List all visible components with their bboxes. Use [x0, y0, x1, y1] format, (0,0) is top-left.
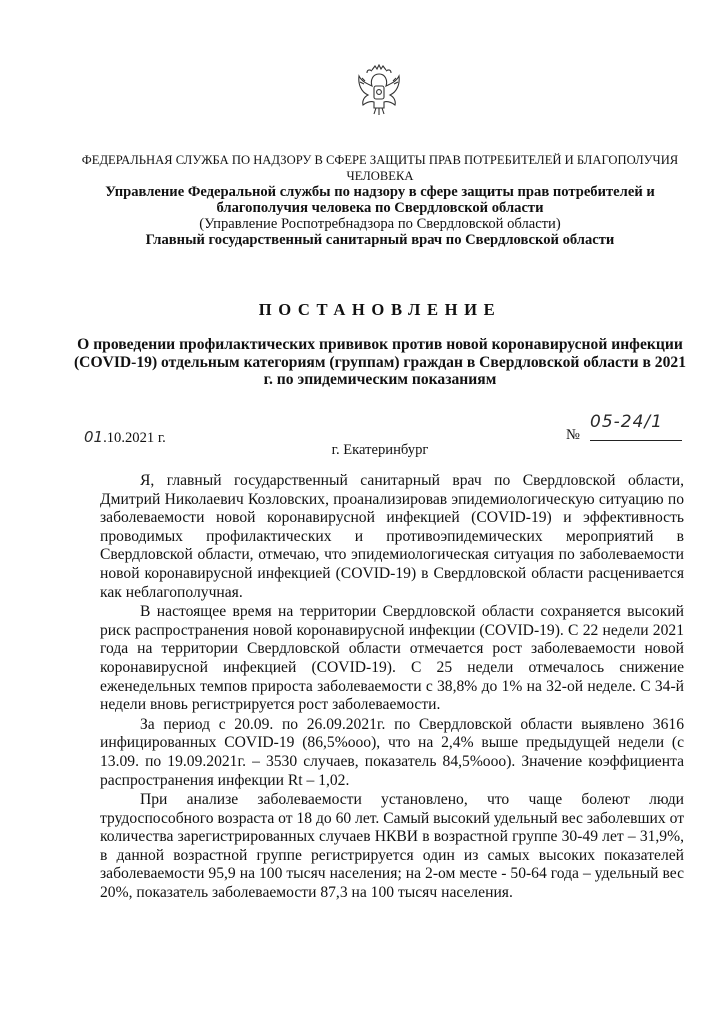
- body-paragraph: При анализе заболеваемости установлено, что чаще болеют люди трудоспособного возраста от 18 до 60 лет. Самый высокий удельный вес заболевших от количества зарегистрированных случаев НКВИ в возрастной группе 30-49 лет – 31,9%, в данной возрастной группе регистрируется один из самых высоких показателей заболеваемости 95,9 на 100 тысяч населения; на 2-ом месте - 50-64 года – удельный вес 20%, показатель заболеваемости 87,3 на 100 тысяч населения.: [100, 791, 685, 902]
- body-paragraph: Я, главный государственный санитарный врач по Свердловской области, Дмитрий Николаевич Козловских, проанализировав эпидемиологическую ситуацию по заболеваемости новой коронавирусной инфекцией (COVID-19) и эффективность проводимых профилактических и противоэпидемических мероприятий в Свердловской области, отмечаю, что эпидемиологическая ситуация по заболеваемости новой коронавирусной инфекцией (COVID-19) в Свердловской области расценивается как неблагополучная.: [100, 472, 684, 601]
- body-paragraph: В настоящее время на территории Свердловской области сохраняется высокий риск распространения новой коронавирусной инфекции (COVID-19). С 22 недели 2021 года на территории Свердловской области отмечается рост заболеваемости новой коронавирусной инфекцией (COVID-19). С 25 недели отмечалось снижение еженедельных темпов прироста заболеваемости с 38,8% до 1% на 32-ой неделе. С 34-й недели вновь регистрируется рост заболеваемости.: [100, 603, 684, 714]
- document-body: [100, 472, 684, 903]
- agency-name-caps: ФЕДЕРАЛЬНАЯ СЛУЖБА ПО НАДЗОРУ В СФЕРЕ ЗАЩИТЫ ПРАВ ПОТРЕБИТЕЛЕЙ И БЛАГОПОЛУЧИЯ ЧЕЛОВЕКА: [81, 153, 679, 183]
- coat-of-arms-icon: [356, 64, 402, 118]
- number-handwritten: 05-24/1: [590, 412, 663, 432]
- date-day-handwritten: 01: [84, 428, 104, 446]
- document-number: [566, 412, 684, 443]
- document-type: ПОСТАНОВЛЕНИЕ: [258, 300, 502, 319]
- body-paragraph: За период с 20.09. по 26.09.2021г. по Свердловской области выявлено 3616 инфицированных COVID-19 (86,5%ооо), что на 2,4% выше предыдущей недели (с 13.09. по 19.09.2021г. – 3530 случаев, показатель 84,5%ооо). Значение коэффициента распространения инфекции Rt – 1,02.: [100, 715, 684, 789]
- official-title: Главный государственный санитарный врач по Свердловской области: [145, 232, 615, 248]
- document-city: г. Екатеринбург: [331, 442, 429, 458]
- number-prefix: №: [566, 427, 580, 443]
- department-name: Управление Федеральной службы по надзору в сфере защиты прав потребителей и благополучия человека по Свердловской области: [105, 184, 655, 216]
- document-title: О проведении профилактических прививок против новой коронавирусной инфекции (COVID-19) отдельным категориям (группам) граждан в Свердловской области в 2021 г. по эпидемическим показаниям: [73, 336, 686, 388]
- department-short-name: (Управление Роспотребнадзора по Свердловской области): [199, 216, 561, 232]
- date-rest: .10.2021 г.: [103, 430, 166, 446]
- number-underline: [590, 440, 682, 441]
